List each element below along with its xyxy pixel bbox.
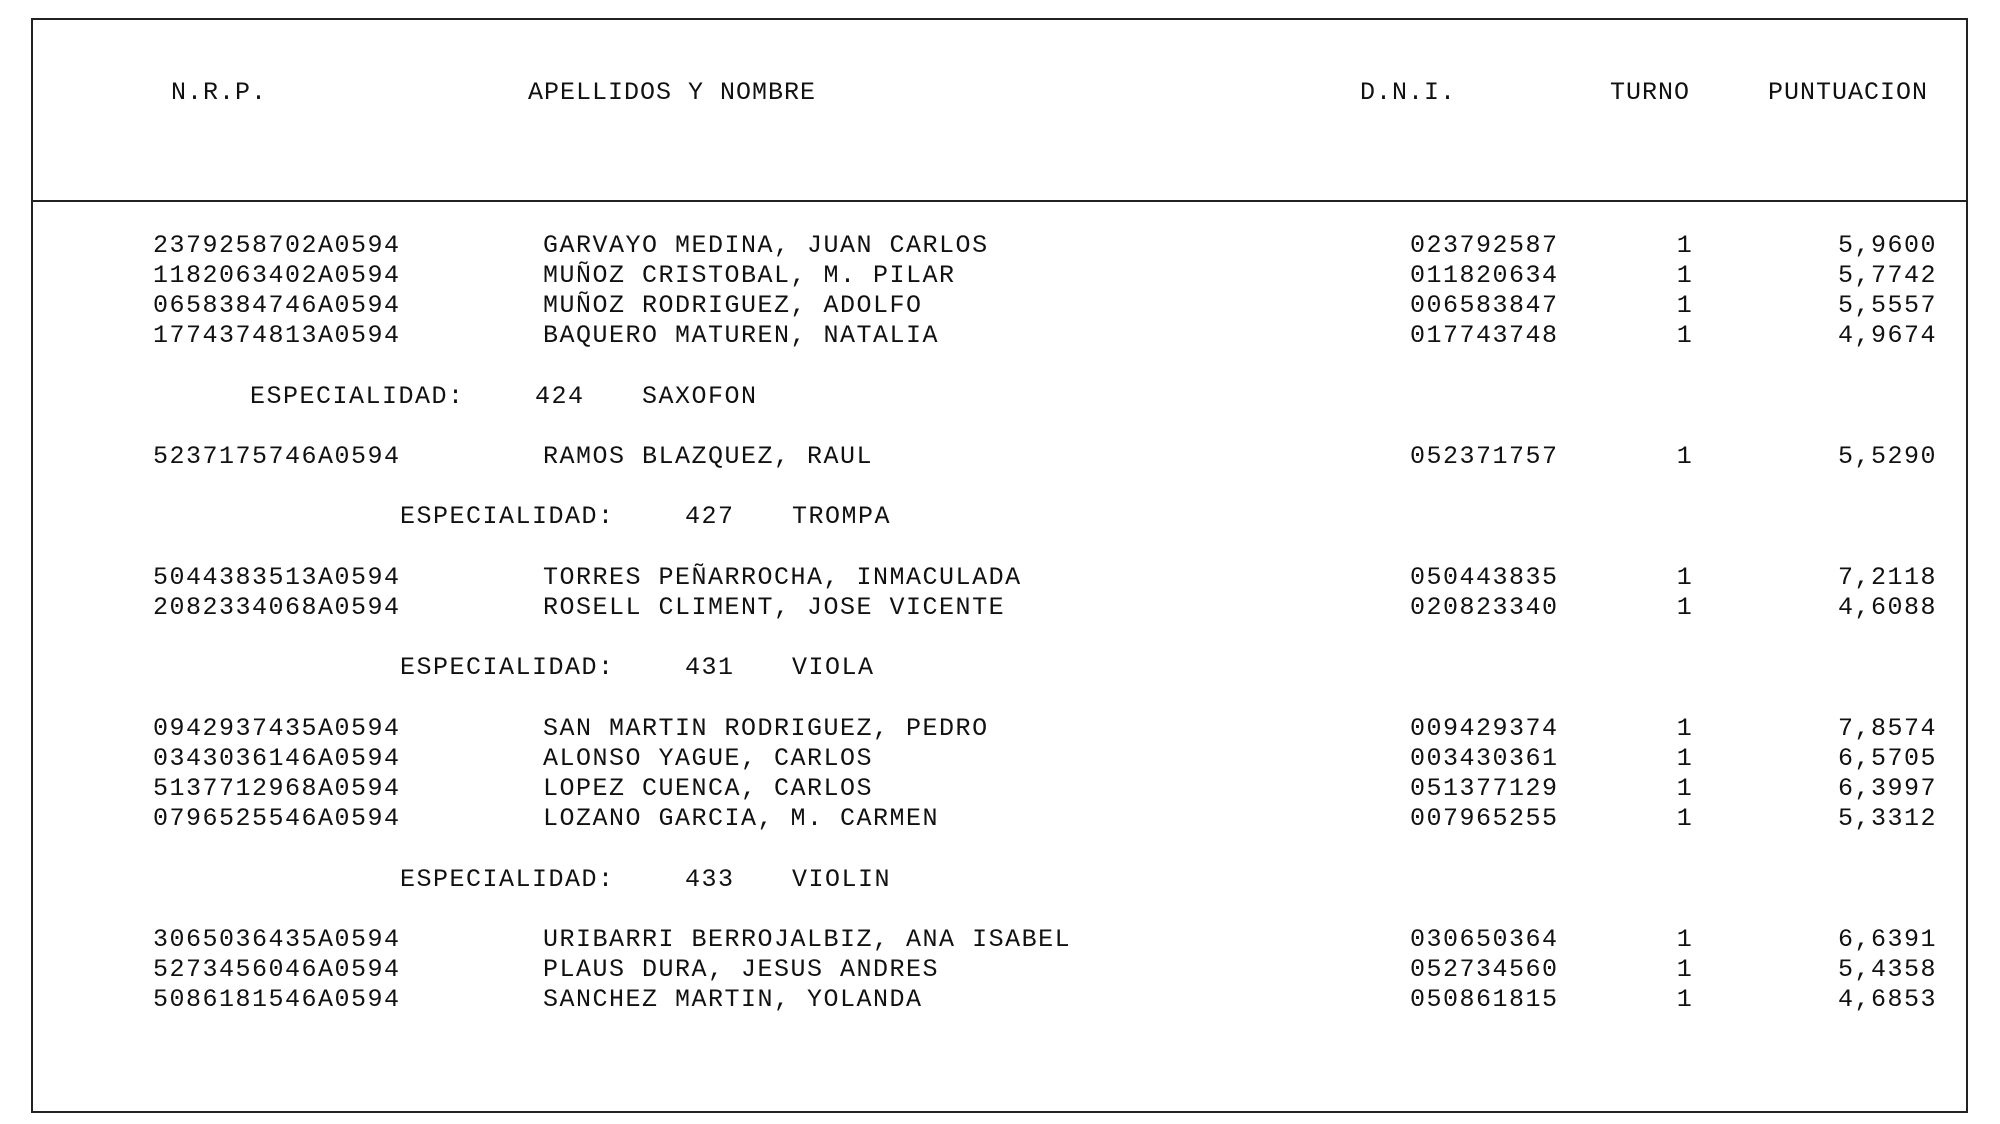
specialty-name: TROMPA <box>792 502 892 531</box>
column-header-puntuacion: PUNTUACION <box>1768 78 1929 107</box>
specialty-name: VIOLIN <box>792 865 892 894</box>
puntuacion-cell: 4,9674 <box>1837 321 1937 350</box>
dni-cell: 050443835 <box>1410 563 1559 592</box>
dni-cell: 023792587 <box>1410 231 1559 260</box>
turno-cell: 1 <box>1676 714 1694 743</box>
name-cell: MUÑOZ CRISTOBAL, M. PILAR <box>543 261 956 290</box>
nrp-cell: 3065036435A0594 <box>153 925 401 954</box>
turno-cell: 1 <box>1676 442 1694 471</box>
nrp-cell: 1774374813A0594 <box>153 321 401 350</box>
table-row <box>0 955 2000 987</box>
dni-cell: 017743748 <box>1410 321 1559 350</box>
specialty-name: SAXOFON <box>642 382 758 411</box>
dni-cell: 052371757 <box>1410 442 1559 471</box>
puntuacion-cell: 4,6853 <box>1837 985 1937 1014</box>
puntuacion-cell: 6,3997 <box>1837 774 1937 803</box>
dni-cell: 052734560 <box>1410 955 1559 984</box>
dni-cell: 006583847 <box>1410 291 1559 320</box>
table-row <box>0 744 2000 776</box>
table-row <box>0 563 2000 595</box>
specialty-label: ESPECIALIDAD: <box>250 382 465 411</box>
name-cell: RAMOS BLAZQUEZ, RAUL <box>543 442 874 471</box>
name-cell: SANCHEZ MARTIN, YOLANDA <box>543 985 923 1014</box>
turno-cell: 1 <box>1676 925 1694 954</box>
nrp-cell: 5237175746A0594 <box>153 442 401 471</box>
dni-cell: 003430361 <box>1410 744 1559 773</box>
puntuacion-cell: 7,2118 <box>1837 563 1937 592</box>
name-cell: ROSELL CLIMENT, JOSE VICENTE <box>543 593 1006 622</box>
table-row <box>0 231 2000 263</box>
turno-cell: 1 <box>1676 321 1694 350</box>
table-row <box>0 442 2000 474</box>
puntuacion-cell: 5,7742 <box>1837 261 1937 290</box>
specialty-label: ESPECIALIDAD: <box>400 502 615 531</box>
table-row <box>0 291 2000 323</box>
column-header-turno: TURNO <box>1610 78 1691 107</box>
turno-cell: 1 <box>1676 291 1694 320</box>
dni-cell: 030650364 <box>1410 925 1559 954</box>
specialty-code: 431 <box>685 653 735 682</box>
turno-cell: 1 <box>1676 744 1694 773</box>
turno-cell: 1 <box>1676 985 1694 1014</box>
turno-cell: 1 <box>1676 804 1694 833</box>
table-row <box>0 321 2000 353</box>
turno-cell: 1 <box>1676 563 1694 592</box>
nrp-cell: 0343036146A0594 <box>153 744 401 773</box>
header-divider <box>31 200 1968 202</box>
specialty-label: ESPECIALIDAD: <box>400 865 615 894</box>
dni-cell: 020823340 <box>1410 593 1559 622</box>
dni-cell: 007965255 <box>1410 804 1559 833</box>
nrp-cell: 5044383513A0594 <box>153 563 401 592</box>
table-row <box>0 261 2000 293</box>
table-row <box>0 925 2000 957</box>
turno-cell: 1 <box>1676 774 1694 803</box>
column-header-dni: D.N.I. <box>1360 78 1457 107</box>
puntuacion-cell: 5,9600 <box>1837 231 1937 260</box>
specialty-label: ESPECIALIDAD: <box>400 653 615 682</box>
table-row <box>0 774 2000 806</box>
column-header-nrp: N.R.P. <box>171 78 268 107</box>
nrp-cell: 5137712968A0594 <box>153 774 401 803</box>
dni-cell: 009429374 <box>1410 714 1559 743</box>
table-row <box>0 985 2000 1017</box>
specialty-code: 424 <box>535 382 585 411</box>
nrp-cell: 0796525546A0594 <box>153 804 401 833</box>
dni-cell: 050861815 <box>1410 985 1559 1014</box>
puntuacion-cell: 6,5705 <box>1837 744 1937 773</box>
nrp-cell: 2082334068A0594 <box>153 593 401 622</box>
name-cell: LOZANO GARCIA, M. CARMEN <box>543 804 940 833</box>
name-cell: MUÑOZ RODRIGUEZ, ADOLFO <box>543 291 923 320</box>
nrp-cell: 0658384746A0594 <box>153 291 401 320</box>
dni-cell: 051377129 <box>1410 774 1559 803</box>
turno-cell: 1 <box>1676 593 1694 622</box>
nrp-cell: 2379258702A0594 <box>153 231 401 260</box>
dni-cell: 011820634 <box>1410 261 1559 290</box>
table-row <box>0 714 2000 746</box>
column-header-name: APELLIDOS Y NOMBRE <box>528 78 817 107</box>
puntuacion-cell: 5,4358 <box>1837 955 1937 984</box>
name-cell: URIBARRI BERROJALBIZ, ANA ISABEL <box>543 925 1072 954</box>
puntuacion-cell: 5,5557 <box>1837 291 1937 320</box>
turno-cell: 1 <box>1676 231 1694 260</box>
puntuacion-cell: 5,3312 <box>1837 804 1937 833</box>
turno-cell: 1 <box>1676 261 1694 290</box>
table-row <box>0 593 2000 625</box>
name-cell: LOPEZ CUENCA, CARLOS <box>543 774 874 803</box>
puntuacion-cell: 4,6088 <box>1837 593 1937 622</box>
specialty-code: 433 <box>685 865 735 894</box>
name-cell: GARVAYO MEDINA, JUAN CARLOS <box>543 231 989 260</box>
name-cell: BAQUERO MATUREN, NATALIA <box>543 321 940 350</box>
nrp-cell: 0942937435A0594 <box>153 714 401 743</box>
nrp-cell: 5273456046A0594 <box>153 955 401 984</box>
turno-cell: 1 <box>1676 955 1694 984</box>
nrp-cell: 5086181546A0594 <box>153 985 401 1014</box>
name-cell: PLAUS DURA, JESUS ANDRES <box>543 955 940 984</box>
puntuacion-cell: 6,6391 <box>1837 925 1937 954</box>
table-row <box>0 804 2000 836</box>
specialty-name: VIOLA <box>792 653 875 682</box>
puntuacion-cell: 7,8574 <box>1837 714 1937 743</box>
name-cell: SAN MARTIN RODRIGUEZ, PEDRO <box>543 714 989 743</box>
name-cell: ALONSO YAGUE, CARLOS <box>543 744 874 773</box>
specialty-code: 427 <box>685 502 735 531</box>
name-cell: TORRES PEÑARROCHA, INMACULADA <box>543 563 1022 592</box>
nrp-cell: 1182063402A0594 <box>153 261 401 290</box>
puntuacion-cell: 5,5290 <box>1837 442 1937 471</box>
